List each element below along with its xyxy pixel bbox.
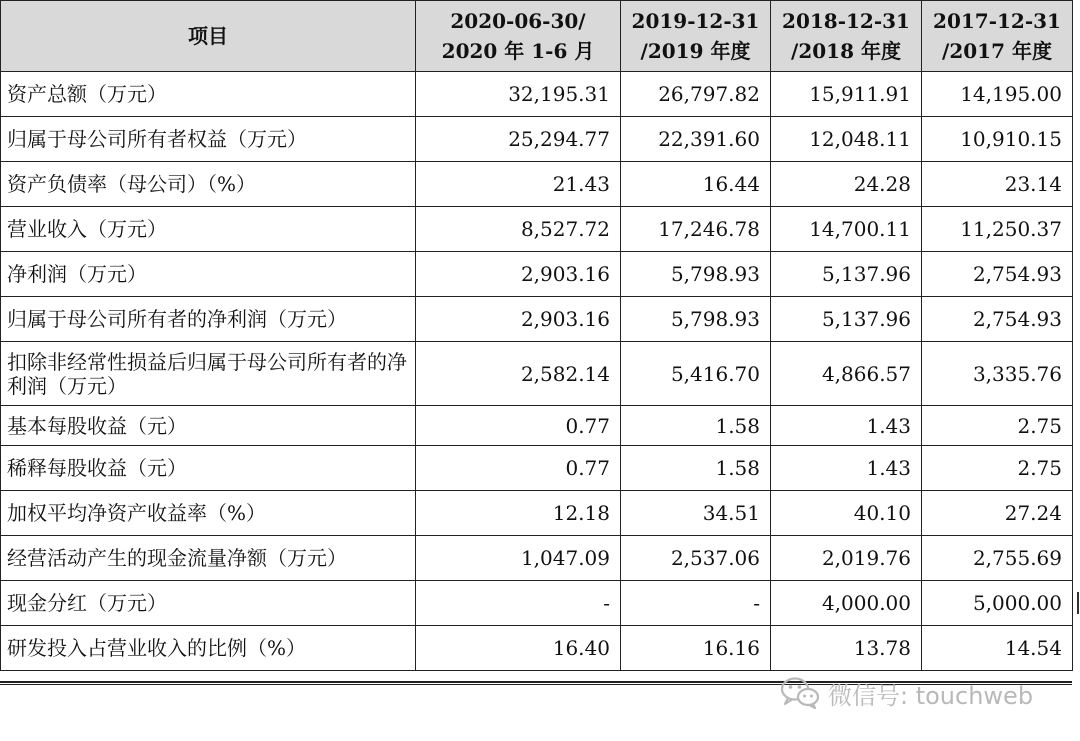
row-value: 8,527.72: [416, 207, 621, 252]
row-value: 2.75: [922, 446, 1073, 491]
row-value: 16.40: [416, 626, 621, 671]
row-value: 2,903.16: [416, 297, 621, 342]
row-value: 32,195.31: [416, 72, 621, 117]
row-value: 5,416.70: [621, 342, 771, 406]
row-label: 研发投入占营业收入的比例（%）: [1, 626, 416, 671]
row-value: 2,019.76: [771, 536, 922, 581]
table-row: [1, 297, 1073, 342]
row-value: 23.14: [922, 162, 1073, 207]
header-2018: 2018-12-31 /2018 年度: [771, 1, 922, 72]
row-value: 27.24: [922, 491, 1073, 536]
row-value: 5,798.93: [621, 252, 771, 297]
row-label: 营业收入（万元）: [1, 207, 416, 252]
table-row: [1, 446, 1073, 491]
row-value: 10,910.15: [922, 117, 1073, 162]
row-value: 5,137.96: [771, 252, 922, 297]
row-value: 2,903.16: [416, 252, 621, 297]
table-row: [1, 72, 1073, 117]
row-value: 2,754.93: [922, 252, 1073, 297]
row-value: -: [416, 581, 621, 626]
wechat-icon: [780, 677, 820, 709]
row-value: 22,391.60: [621, 117, 771, 162]
table-row: [1, 536, 1073, 581]
header-2020-h1: 2020-06-30/ 2020 年 1-6 月: [416, 1, 621, 72]
row-value: 25,294.77: [416, 117, 621, 162]
row-value: 21.43: [416, 162, 621, 207]
row-value: 14.54: [922, 626, 1073, 671]
row-label: 经营活动产生的现金流量净额（万元）: [1, 536, 416, 581]
wechat-watermark: [780, 676, 1033, 710]
row-value: 15,911.91: [771, 72, 922, 117]
row-label: 净利润（万元）: [1, 252, 416, 297]
table-row: [1, 406, 1073, 446]
row-value: 40.10: [771, 491, 922, 536]
header-item: 项目: [1, 1, 416, 72]
row-value: 12,048.11: [771, 117, 922, 162]
row-value: 2.75: [922, 406, 1073, 446]
table-row: [1, 207, 1073, 252]
row-value: 0.77: [416, 446, 621, 491]
row-value: 16.16: [621, 626, 771, 671]
row-label: 归属于母公司所有者的净利润（万元）: [1, 297, 416, 342]
row-value: 5,137.96: [771, 297, 922, 342]
row-value: 1.58: [621, 406, 771, 446]
row-label: 稀释每股收益（元）: [1, 446, 416, 491]
table-row: [1, 491, 1073, 536]
header-2019: 2019-12-31 /2019 年度: [621, 1, 771, 72]
row-value: 14,700.11: [771, 207, 922, 252]
row-value: 1.58: [621, 446, 771, 491]
row-value: -: [621, 581, 771, 626]
row-value: 14,195.00: [922, 72, 1073, 117]
row-value: 1,047.09: [416, 536, 621, 581]
row-label: 基本每股收益（元）: [1, 406, 416, 446]
table-row: [1, 626, 1073, 671]
row-label: 资产负债率（母公司）（%）: [1, 162, 416, 207]
row-value: 3,335.76: [922, 342, 1073, 406]
row-value: 4,866.57: [771, 342, 922, 406]
row-label: 现金分红（万元）: [1, 581, 416, 626]
table-row: [1, 252, 1073, 297]
header-2017: 2017-12-31 /2017 年度: [922, 1, 1073, 72]
watermark-text: 微信号: touchweb: [828, 681, 1034, 710]
edge-mark: [1077, 592, 1079, 614]
table-row: [1, 581, 1073, 626]
row-label: 扣除非经常性损益后归属于母公司所有者的净利润（万元）: [1, 342, 416, 406]
row-value: 2,537.06: [621, 536, 771, 581]
row-value: 17,246.78: [621, 207, 771, 252]
row-value: 2,755.69: [922, 536, 1073, 581]
row-value: 2,754.93: [922, 297, 1073, 342]
row-label: 资产总额（万元）: [1, 72, 416, 117]
row-value: 12.18: [416, 491, 621, 536]
row-value: 0.77: [416, 406, 621, 446]
row-value: 1.43: [771, 446, 922, 491]
row-label: 加权平均净资产收益率（%）: [1, 491, 416, 536]
row-value: 11,250.37: [922, 207, 1073, 252]
row-value: 5,798.93: [621, 297, 771, 342]
row-value: 26,797.82: [621, 72, 771, 117]
row-value: 5,000.00: [922, 581, 1073, 626]
table-header-row: [1, 1, 1073, 72]
table-row: [1, 342, 1073, 406]
row-label: 归属于母公司所有者权益（万元）: [1, 117, 416, 162]
row-value: 24.28: [771, 162, 922, 207]
row-value: 16.44: [621, 162, 771, 207]
table-row: [1, 162, 1073, 207]
table-row: [1, 117, 1073, 162]
row-value: 13.78: [771, 626, 922, 671]
row-value: 34.51: [621, 491, 771, 536]
row-value: 1.43: [771, 406, 922, 446]
row-value: 4,000.00: [771, 581, 922, 626]
row-value: 2,582.14: [416, 342, 621, 406]
